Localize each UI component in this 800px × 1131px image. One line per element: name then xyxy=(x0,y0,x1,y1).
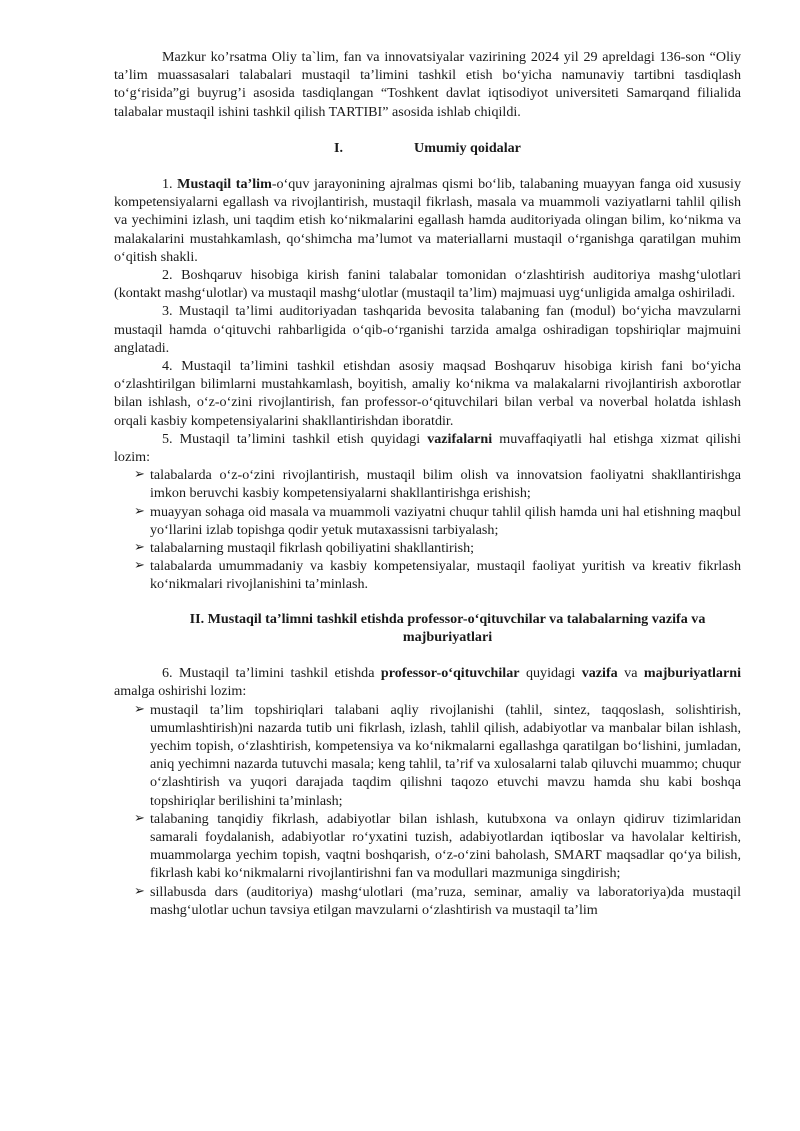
list-item xyxy=(114,557,741,593)
paragraph-2: 2. Boshqaruv hisobiga kirish fanini talabalar tomonidan o‘zlashtirish auditoriya mashg‘ulotlari (kontakt mashg‘ulotlar) va mustaqil mashg‘ulotlar (mustaqil ta’lim) majmuasi uyg‘unligida amalga oshiriladi. xyxy=(114,267,741,302)
list-item xyxy=(114,810,741,883)
paragraph-6-lead: 6. Mustaqil ta’limini tashkil etishda xyxy=(162,665,381,682)
intro-paragraph: Mazkur ko’rsatma Oliy ta`lim, fan va innovatsiyalar vazirining 2024 yil 29 apreldagi 136-son “Oliy ta’lim muassasalari talabalari mustaqil ta’limini tashkil etish bo‘yicha namunaviy tartibni tasdiqlash to‘g‘risida”gi buyrug’i asosida tasdiqlangan “Toshkent davlat iqtisodiyot universiteti Samarqand filialida talabalar mustaqil ishini tashkil qilish TARTIBI” asosida ishlab chiqildi. xyxy=(114,49,741,120)
paragraph-6-term-3: majburiyatlarni xyxy=(643,665,741,682)
paragraph-1-text: -o‘quv jarayonining ajralmas qismi bo‘lib, talabaning muayyan fanga oid xususiy kompetensiyalarni egallash va rivojlantirish, mustaqil fikrlash, masala va muammoli vaziyatlarni tahlil qilish va yechimini izlash, uni taqdim etish ko‘nikmalarini egallash hamda auditoriyada olingan bilim, ko‘nikma va malakalarini mustahkamlash, qo‘shimcha ma’lumot va materiallarni mustaqil o‘rganishga qaratilgan muhim o‘qitish shakli. xyxy=(114,176,741,265)
arrow-bullet-icon: ➢ xyxy=(134,883,145,899)
list-item-text: muayyan sohaga oid masala va muammoli vaziyatni chuqur tahlil qilish hamda uni hal etishning maqbul yo‘llarini izlab topishga qodir yetuk mutaxassisni tarbiyalash; xyxy=(150,503,741,538)
paragraph-5-text: muvaffaqiyatli hal etishga xizmat qilishi lozim: xyxy=(114,430,742,466)
paragraph-6-mid: quyidagi xyxy=(519,665,582,682)
arrow-bullet-icon: ➢ xyxy=(134,467,145,483)
paragraph-1 xyxy=(114,175,741,266)
section-1-heading xyxy=(114,139,741,157)
paragraph-1-term: Mustaqil ta’lim xyxy=(177,176,272,193)
paragraph-6-mid-2: va xyxy=(617,665,644,682)
arrow-bullet-icon: ➢ xyxy=(134,503,145,519)
list-item xyxy=(114,883,741,919)
section-1-title: Umumiy qoidalar xyxy=(414,139,521,156)
list-item-text: talabalarda o‘z-o‘zini rivojlantirish, mustaqil bilim olish va innovatsion faoliyatni shakllantirishga imkon beruvchi kasbiy kompetensiyalarni shakllantirishga erishish; xyxy=(150,467,741,502)
paragraph-5 xyxy=(114,430,741,466)
paragraph-6-term-1: professor-o‘qituvchilar xyxy=(380,665,520,682)
section-1-number: I. xyxy=(334,139,344,156)
paragraph-3: 3. Mustaqil ta’limi auditoriyadan tashqarida bevosita talabaning fan (modul) bo‘yicha mavzularni mustaqil hamda o‘qituvchi rahbarligida o‘qib-o‘rganishi tarzida amalga oshiradigan topshiriqlar majmuini anglatadi. xyxy=(114,303,741,356)
arrow-bullet-icon: ➢ xyxy=(134,810,145,826)
section-2-heading: II. Mustaqil ta’limni tashkil etishda professor-o‘qituvchilar va talabalarning vazifa va majburiyatlari xyxy=(189,610,706,645)
paragraph-1-number: 1. xyxy=(162,176,178,193)
list-item xyxy=(114,503,741,539)
list-item-text: mustaqil ta’lim topshiriqlari talabani aqliy rivojlanishi (tahlil, sintez, taqqoslash, solishtirish, umumlashtirish)ni nazarda tutib uni fikrlash, izlash, tahlil qilish, adabiyotlar va manbalar bilan ishlash, yechim topish, o‘zlashtirish, kompetensiya va ko‘nikmalarni egallashga qaratilgan bo‘lishini, jumladan, aniq yechimni nazarda tutuvchi masala; keng tahlil, ta’rif va xulosalarni talab qiluvchi muammo; chuqur o‘zlashtirish va yuqori darajada taqdim qilishni taqozo etuvchi mavzu hamda shu kabi boshqa topshiriqlar berilishini ta’minlash; xyxy=(150,701,741,809)
paragraph-5-term: vazifalarni xyxy=(427,430,493,447)
list-item xyxy=(114,466,741,502)
list-item xyxy=(114,539,741,557)
list-item-text: talabalarning mustaqil fikrlash qobiliyatini shakllantirish; xyxy=(150,540,475,557)
list-item xyxy=(114,701,741,810)
paragraph-5-lead: 5. Mustaqil ta’limini tashkil etish quyidagi xyxy=(162,430,428,447)
list-item-text: talabaning tanqidiy fikrlash, adabiyotlar bilan ishlash, kutubxona va onlayn qidiruv tizimlaridan samarali foydalanish, adabiyotlar ro‘yxatini tuzish, adabiyotlardan iqtiboslar va havolalar keltirish, muammolarga yechim topish, vaqtni boshqarish, o‘z-o‘zini baholash, SMART maqsadlar qo‘ya bilish, fikrlash kabi ko‘nikmalarni rivojlantirishni fan va modullari mazmuniga singdirish; xyxy=(150,810,741,882)
list-item-text: sillabusda dars (auditoriya) mashg‘ulotlari (ma’ruza, seminar, amaliy va laboratoriya)da mustaqil mashg‘ulotlar uchun tavsiya etilgan mavzularni o‘zlashtirish va mustaqil ta’lim xyxy=(150,883,741,918)
paragraph-6-term-2: vazifa xyxy=(581,665,618,682)
paragraph-6 xyxy=(114,664,741,700)
document-page xyxy=(114,48,741,919)
paragraph-6-text: amalga oshirishi lozim: xyxy=(114,683,247,700)
duties-list xyxy=(114,701,741,919)
paragraph-4: 4. Mustaqil ta’limini tashkil etishdan asosiy maqsad Boshqaruv hisobiga kirish fani bo‘yicha o‘zlashtirilgan bilimlarni mustahkamlash, boyitish, amaliy ko‘nikma va malakalarni rivojlantirish axborotlar bilan ishlash, o‘z-o‘zini rivojlantirish, fan professor-o‘qituvchilari bilan verbal va noverbal holatda ishlash orqali kasbiy kompetensiyalarini shakllantirishdan iboratdir. xyxy=(114,358,741,429)
arrow-bullet-icon: ➢ xyxy=(134,701,145,717)
list-item-text: talabalarda umummadaniy va kasbiy kompetensiyalar, mustaqil faoliyat yuritish va kreativ fikrlash ko‘nikmalari rivojlanishini ta’minlash. xyxy=(150,558,741,593)
arrow-bullet-icon: ➢ xyxy=(134,540,145,556)
arrow-bullet-icon: ➢ xyxy=(134,558,145,574)
tasks-list xyxy=(114,466,741,593)
